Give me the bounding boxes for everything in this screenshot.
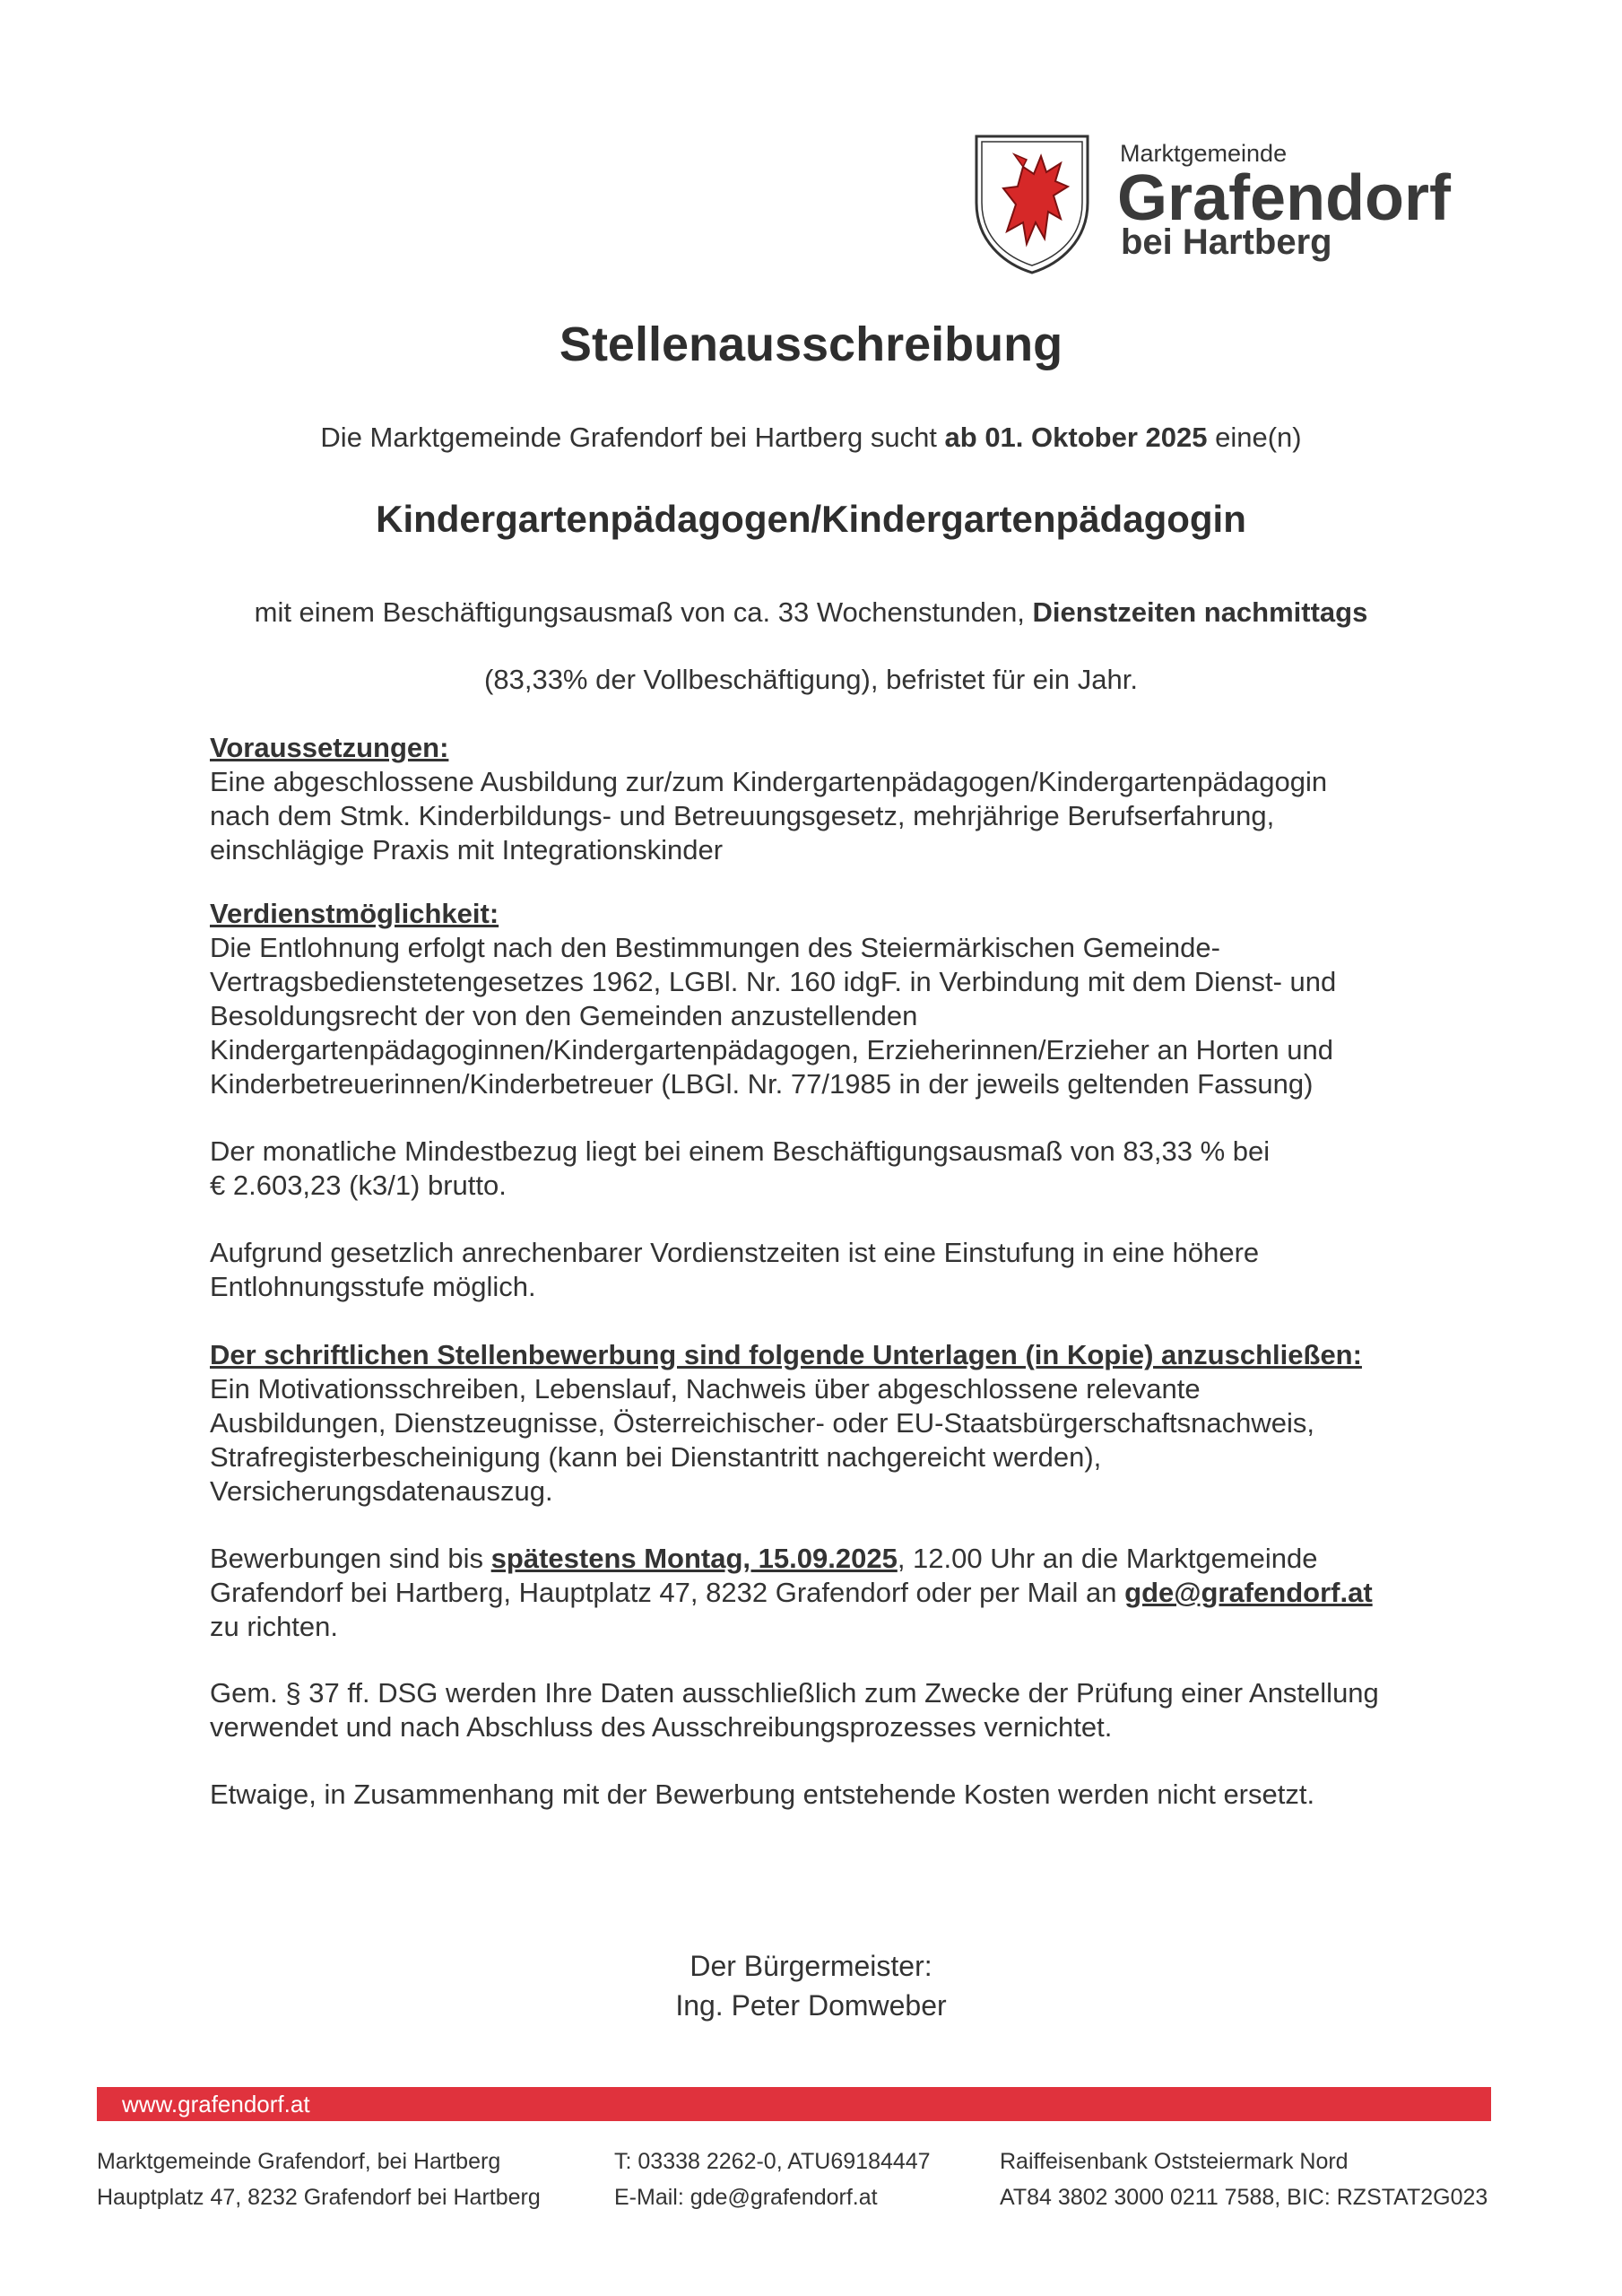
application-line-1 [210, 1542, 1465, 1576]
requirements-line: einschlägige Praxis mit Integrationskinder [210, 834, 724, 865]
email-link[interactable]: gde@grafendorf.at [1124, 1577, 1373, 1608]
requirements-section [210, 731, 1465, 867]
website-link[interactable]: www.grafendorf.at [122, 2091, 310, 2118]
application-address: Grafendorf bei Hartberg, Hauptplatz 47, 8232 Grafendorf oder per Mail an [210, 1577, 1125, 1608]
footer-address-line: Hauptplatz 47, 8232 Grafendorf bei Hartberg [97, 2185, 541, 2210]
footer-bank-name: Raiffeisenbank Oststeiermark Nord [1000, 2149, 1349, 2174]
minimum-salary-line: Der monatliche Mindestbezug liegt bei einem Beschäftigungsausmaß von 83,33 % bei [210, 1135, 1271, 1167]
documents-line: Ein Motivationsschreiben, Lebenslauf, Nachweis über abgeschlossene relevante [210, 1373, 1201, 1405]
signature-block [0, 1946, 1622, 2025]
application-suffix: , 12.00 Uhr an die Marktgemeinde [897, 1543, 1318, 1574]
classification-line: Aufgrund gesetzlich anrechenbarer Vordienstzeiten ist eine Einstufung in eine höhere [210, 1237, 1260, 1268]
municipality-logo [971, 133, 1500, 276]
classification-line: Entlohnungsstufe möglich. [210, 1271, 536, 1302]
griffin-coat-of-arms-icon [971, 133, 1093, 274]
page-title: Stellenausschreibung [559, 317, 1063, 371]
hours-bold: Dienstzeiten nachmittags [1032, 596, 1368, 628]
privacy-paragraph [210, 1676, 1465, 1744]
documents-heading: Der schriftlichen Stellenbewerbung sind folgende Unterlagen (in Kopie) anzuschließen: [210, 1339, 1362, 1370]
intro-prefix: Die Marktgemeinde Grafendorf bei Hartberg sucht [320, 422, 945, 453]
privacy-line: Gem. § 37 ff. DSG werden Ihre Daten ausschließlich zum Zwecke der Prüfung einer Anstellung [210, 1677, 1379, 1709]
application-deadline: spätestens Montag, 15.09.2025 [490, 1543, 898, 1574]
footer-phone: T: 03338 2262-0, ATU69184447 [614, 2149, 931, 2174]
hours-prefix: mit einem Beschäftigungsausmaß von ca. 33 Wochenstunden, [254, 596, 1033, 628]
application-line-2 [210, 1576, 1465, 1610]
logo-top-text: Marktgemeinde [1120, 140, 1288, 167]
requirements-heading: Voraussetzungen: [210, 732, 449, 763]
documents-line: Versicherungsdatenauszug. [210, 1475, 553, 1507]
minimum-salary-line: € 2.603,23 (k3/1) brutto. [210, 1170, 507, 1201]
salary-heading: Verdienstmöglichkeit: [210, 898, 499, 929]
hours-line-2: (83,33% der Vollbeschäftigung), befristet für ein Jahr. [484, 664, 1138, 695]
intro-suffix: eine(n) [1207, 422, 1302, 453]
signature-name: Ing. Peter Domweber [675, 1989, 947, 2022]
requirements-line: nach dem Stmk. Kinderbildungs- und Betreuungsgesetz, mehrjährige Berufserfahrung, [210, 800, 1275, 831]
salary-line: Kinderbetreuerinnen/Kinderbetreuer (LBGl. Nr. 77/1985 in der jeweils geltenden Fassung) [210, 1068, 1314, 1100]
hours-line [0, 596, 1622, 629]
salary-section [210, 897, 1465, 1101]
costs-line: Etwaige, in Zusammenhang mit der Bewerbung entstehende Kosten werden nicht ersetzt. [210, 1779, 1315, 1810]
minimum-salary-paragraph [210, 1135, 1465, 1203]
footer-address-line: Marktgemeinde Grafendorf, bei Hartberg [97, 2149, 501, 2174]
intro-text [0, 422, 1622, 454]
application-line-3: zu richten. [210, 1611, 339, 1642]
logo-sub-text: bei Hartberg [1121, 222, 1332, 262]
privacy-line: verwendet und nach Abschluss des Ausschreibungsprozesses vernichtet. [210, 1711, 1113, 1743]
salary-line: Kindergartenpädagoginnen/Kindergartenpädagogen, Erzieherinnen/Erzieher an Horten und [210, 1034, 1333, 1065]
footer-bank-iban: AT84 3802 3000 0211 7588, BIC: RZSTAT2G023 [1000, 2185, 1488, 2210]
footer-bar [97, 2087, 1491, 2121]
documents-section [210, 1338, 1465, 1509]
documents-line: Ausbildungen, Dienstzeugnisse, Österreichischer- oder EU-Staatsbürgerschaftsnachweis, [210, 1407, 1314, 1439]
footer-email[interactable]: E-Mail: gde@grafendorf.at [614, 2185, 878, 2210]
costs-paragraph [210, 1778, 1465, 1812]
documents-line: Strafregisterbescheinigung (kann bei Dienstantritt nachgereicht werden), [210, 1441, 1102, 1473]
application-prefix: Bewerbungen sind bis [210, 1543, 491, 1574]
application-paragraph [210, 1542, 1465, 1644]
footer-bank [1000, 2144, 1488, 2215]
signature-role: Der Bürgermeister: [690, 1950, 932, 1982]
salary-line: Die Entlohnung erfolgt nach den Bestimmungen des Steiermärkischen Gemeinde- [210, 932, 1220, 963]
intro-date: ab 01. Oktober 2025 [944, 422, 1208, 453]
footer-contact [614, 2144, 931, 2215]
requirements-line: Eine abgeschlossene Ausbildung zur/zum Kindergartenpädagogen/Kindergartenpädagogin [210, 766, 1328, 797]
salary-line: Besoldungsrecht der von den Gemeinden anzustellenden [210, 1000, 918, 1031]
position-title: Kindergartenpädagogen/Kindergartenpädagogin [376, 498, 1246, 540]
salary-line: Vertragsbedienstetengesetzes 1962, LGBl. Nr. 160 idgF. in Verbindung mit dem Dienst- und [210, 966, 1337, 997]
classification-paragraph [210, 1236, 1465, 1304]
logo-main-text: Grafendorf [1117, 162, 1452, 234]
footer-address [97, 2144, 541, 2215]
